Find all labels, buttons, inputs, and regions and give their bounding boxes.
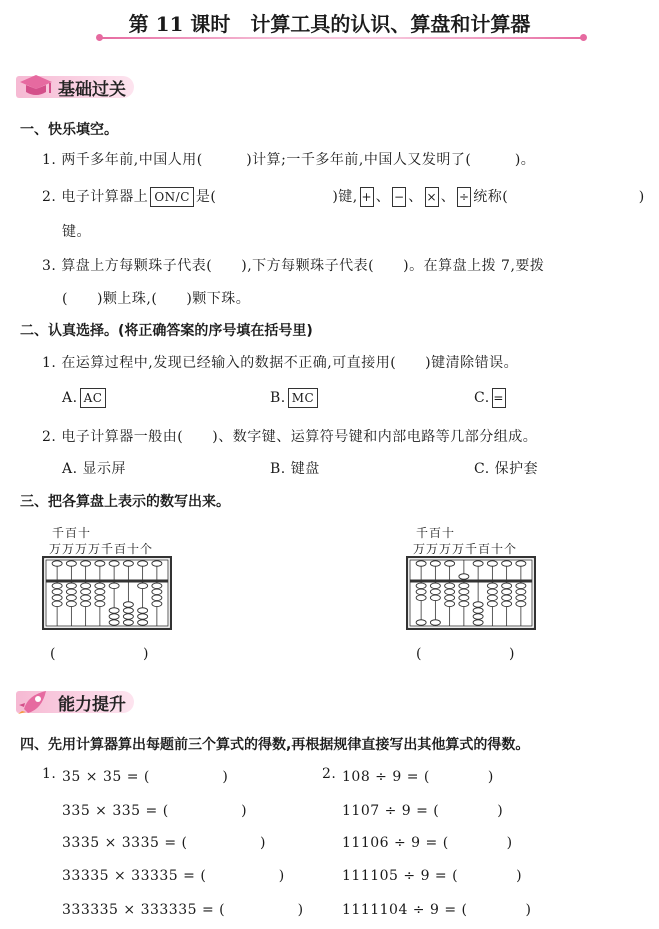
on-c-key: ON/C bbox=[150, 187, 194, 207]
option-2-1-b: B. MC bbox=[270, 388, 320, 408]
abacus-lower-bead bbox=[459, 589, 469, 595]
abacus-lower-bead bbox=[109, 583, 119, 589]
abacus-lower-bead bbox=[416, 595, 426, 601]
abacus-lower-bead bbox=[52, 595, 62, 601]
abacus1-top-label: 千百十 bbox=[52, 526, 92, 540]
abacus-lower-bead bbox=[52, 583, 62, 589]
abacus-lower-bead bbox=[52, 601, 62, 607]
abacus-lower-bead bbox=[152, 595, 162, 601]
question-1-1: 1. 两千多年前,中国人用( )计算;一千多年前,中国人又发明了( )。 bbox=[42, 152, 536, 168]
abacus-lower-bead bbox=[66, 589, 76, 595]
question-2-2: 2. 电子计算器一般由( )、数字键、运算符号键和内部电路等几部分组成。 bbox=[42, 429, 538, 445]
col-a-row-3: 3335 × 3335 = ( ) bbox=[62, 835, 266, 851]
abacus-lower-bead bbox=[52, 589, 62, 595]
abacus-lower-bead bbox=[123, 608, 133, 614]
abacus-upper-bead bbox=[445, 561, 455, 567]
abacus-lower-bead bbox=[445, 583, 455, 589]
col-a-number: 1. bbox=[42, 766, 57, 782]
abacus-lower-bead bbox=[138, 614, 148, 620]
abacus-lower-bead bbox=[445, 589, 455, 595]
abacus-lower-bead bbox=[430, 589, 440, 595]
abacus-lower-bead bbox=[95, 601, 105, 607]
abacus-lower-bead bbox=[81, 595, 91, 601]
section-banner-advanced bbox=[16, 687, 176, 715]
abacus-lower-bead bbox=[109, 620, 119, 626]
col-b-row-5: 1111104 ÷ 9 = ( ) bbox=[342, 902, 532, 918]
abacus-beam bbox=[46, 580, 168, 583]
abacus-lower-bead bbox=[516, 589, 526, 595]
abacus-lower-bead bbox=[487, 589, 497, 595]
abacus-lower-bead bbox=[516, 595, 526, 601]
abacus-lower-bead bbox=[109, 608, 119, 614]
abacus-lower-bead bbox=[430, 595, 440, 601]
option-2-1-a: A. AC bbox=[62, 388, 108, 408]
col-b-row-4: 111105 ÷ 9 = ( ) bbox=[342, 868, 523, 884]
abacus-lower-bead bbox=[95, 595, 105, 601]
col-b-row-2: 1107 ÷ 9 = ( ) bbox=[342, 803, 504, 819]
abacus-lower-bead bbox=[502, 583, 512, 589]
abacus-lower-bead bbox=[109, 614, 119, 620]
abacus-upper-bead bbox=[123, 561, 133, 567]
abacus-lower-bead bbox=[152, 589, 162, 595]
col-a-row-1: 35 × 35 = ( ) bbox=[62, 769, 229, 785]
divide-key: ÷ bbox=[457, 187, 471, 207]
abacus2-top-label: 千百十 bbox=[416, 526, 456, 540]
abacus-lower-bead bbox=[502, 595, 512, 601]
title-dot-right bbox=[580, 34, 587, 41]
abacus2-answer: ( ) bbox=[416, 646, 515, 662]
abacus-lower-bead bbox=[487, 595, 497, 601]
question-1-3-cont: ( )颗上珠,( )颗下珠。 bbox=[62, 291, 251, 307]
graduation-cap-icon bbox=[16, 72, 56, 100]
option-2-2-a: A. 显示屏 bbox=[62, 461, 127, 477]
abacus-lower-bead bbox=[473, 614, 483, 620]
title-dot-left bbox=[96, 34, 103, 41]
section-title: 基础过关 bbox=[58, 80, 126, 100]
abacus-lower-bead bbox=[430, 583, 440, 589]
abacus-lower-bead bbox=[430, 620, 440, 626]
abacus-lower-bead bbox=[81, 583, 91, 589]
abacus-lower-bead bbox=[487, 601, 497, 607]
page-title: 第 11 课时 计算工具的认识、算盘和计算器 bbox=[128, 12, 531, 36]
abacus-lower-bead bbox=[123, 620, 133, 626]
abacus-beam bbox=[410, 580, 532, 583]
question-1-2: 2. 电子计算器上 ON/C 是( )键, + 、 − 、 × 、 ÷ 统称( ) bbox=[42, 189, 645, 205]
abacus-lower-bead bbox=[152, 601, 162, 607]
abacus-lower-bead bbox=[138, 608, 148, 614]
abacus2-bottom-label: 万万万万千百十个 bbox=[413, 542, 518, 556]
ac-key: AC bbox=[80, 388, 107, 408]
abacus-lower-bead bbox=[487, 583, 497, 589]
abacus-upper-bead bbox=[95, 561, 105, 567]
mc-key: MC bbox=[288, 388, 318, 408]
question-1-3: 3. 算盘上方每颗珠子代表( ),下方每颗珠子代表( )。在算盘上拨 7,要拨 bbox=[42, 258, 545, 274]
abacus-lower-bead bbox=[416, 589, 426, 595]
abacus-upper-bead bbox=[430, 561, 440, 567]
abacus-lower-bead bbox=[502, 601, 512, 607]
equals-key: = bbox=[492, 388, 506, 408]
col-b-number: 2. bbox=[322, 766, 337, 782]
abacus-lower-bead bbox=[66, 595, 76, 601]
abacus-lower-bead bbox=[95, 583, 105, 589]
abacus-upper-bead bbox=[459, 574, 469, 580]
abacus-lower-bead bbox=[123, 602, 133, 608]
option-2-1-c: C. = bbox=[474, 390, 504, 406]
abacus-lower-bead bbox=[152, 583, 162, 589]
section-title: 能力提升 bbox=[58, 695, 126, 715]
part4-heading: 四、先用计算器算出每题前三个算式的得数,再根据规律直接写出其他算式的得数。 bbox=[20, 737, 530, 753]
abacus-lower-bead bbox=[459, 595, 469, 601]
option-2-2-b: B. 键盘 bbox=[270, 461, 320, 477]
abacus-lower-bead bbox=[445, 595, 455, 601]
part1-heading: 一、快乐填空。 bbox=[20, 122, 118, 138]
abacus-upper-bead bbox=[416, 561, 426, 567]
abacus-upper-bead bbox=[516, 561, 526, 567]
question-2-1: 1. 在运算过程中,发现已经输入的数据不正确,可直接用( )键清除错误。 bbox=[42, 355, 519, 371]
abacus-lower-bead bbox=[473, 608, 483, 614]
abacus-upper-bead bbox=[52, 561, 62, 567]
col-b-row-3: 11106 ÷ 9 = ( ) bbox=[342, 835, 513, 851]
abacus-lower-bead bbox=[416, 583, 426, 589]
abacus-lower-bead bbox=[473, 602, 483, 608]
abacus-lower-bead bbox=[66, 601, 76, 607]
multiply-key: × bbox=[425, 187, 439, 207]
section-banner-basic bbox=[16, 72, 176, 100]
abacus-upper-bead bbox=[138, 561, 148, 567]
abacus-upper-bead bbox=[487, 561, 497, 567]
abacus-lower-bead bbox=[138, 620, 148, 626]
question-1-2-cont: 键。 bbox=[62, 224, 91, 240]
abacus-2 bbox=[406, 556, 536, 630]
title-underline bbox=[98, 37, 586, 39]
abacus-upper-bead bbox=[152, 561, 162, 567]
abacus1-answer: ( ) bbox=[50, 646, 149, 662]
abacus-lower-bead bbox=[123, 614, 133, 620]
abacus-lower-bead bbox=[95, 589, 105, 595]
abacus-lower-bead bbox=[66, 583, 76, 589]
abacus-lower-bead bbox=[81, 589, 91, 595]
abacus-upper-bead bbox=[81, 561, 91, 567]
abacus-upper-bead bbox=[109, 561, 119, 567]
abacus-lower-bead bbox=[416, 620, 426, 626]
abacus-lower-bead bbox=[459, 583, 469, 589]
abacus-lower-bead bbox=[81, 601, 91, 607]
col-a-row-2: 335 × 335 = ( ) bbox=[62, 803, 248, 819]
part3-heading: 三、把各算盘上表示的数写出来。 bbox=[20, 494, 230, 510]
col-b-row-1: 108 ÷ 9 = ( ) bbox=[342, 769, 494, 785]
option-2-2-c: C. 保护套 bbox=[474, 461, 539, 477]
abacus-lower-bead bbox=[459, 601, 469, 607]
abacus-lower-bead bbox=[502, 589, 512, 595]
abacus-lower-bead bbox=[473, 620, 483, 626]
part2-heading: 二、认真选择。(将正确答案的序号填在括号里) bbox=[20, 323, 313, 339]
abacus-lower-bead bbox=[516, 583, 526, 589]
abacus-lower-bead bbox=[516, 601, 526, 607]
abacus-lower-bead bbox=[445, 601, 455, 607]
col-a-row-5: 333335 × 333335 = ( ) bbox=[62, 902, 304, 918]
col-a-row-4: 33335 × 33335 = ( ) bbox=[62, 868, 285, 884]
abacus-upper-bead bbox=[502, 561, 512, 567]
abacus-upper-bead bbox=[473, 561, 483, 567]
abacus-upper-bead bbox=[66, 561, 76, 567]
abacus1-bottom-label: 万万万万千百十个 bbox=[49, 542, 154, 556]
abacus-1 bbox=[42, 556, 172, 630]
minus-key: − bbox=[392, 187, 406, 207]
rocket-icon bbox=[16, 687, 56, 715]
plus-key: + bbox=[360, 187, 374, 207]
abacus-lower-bead bbox=[138, 583, 148, 589]
